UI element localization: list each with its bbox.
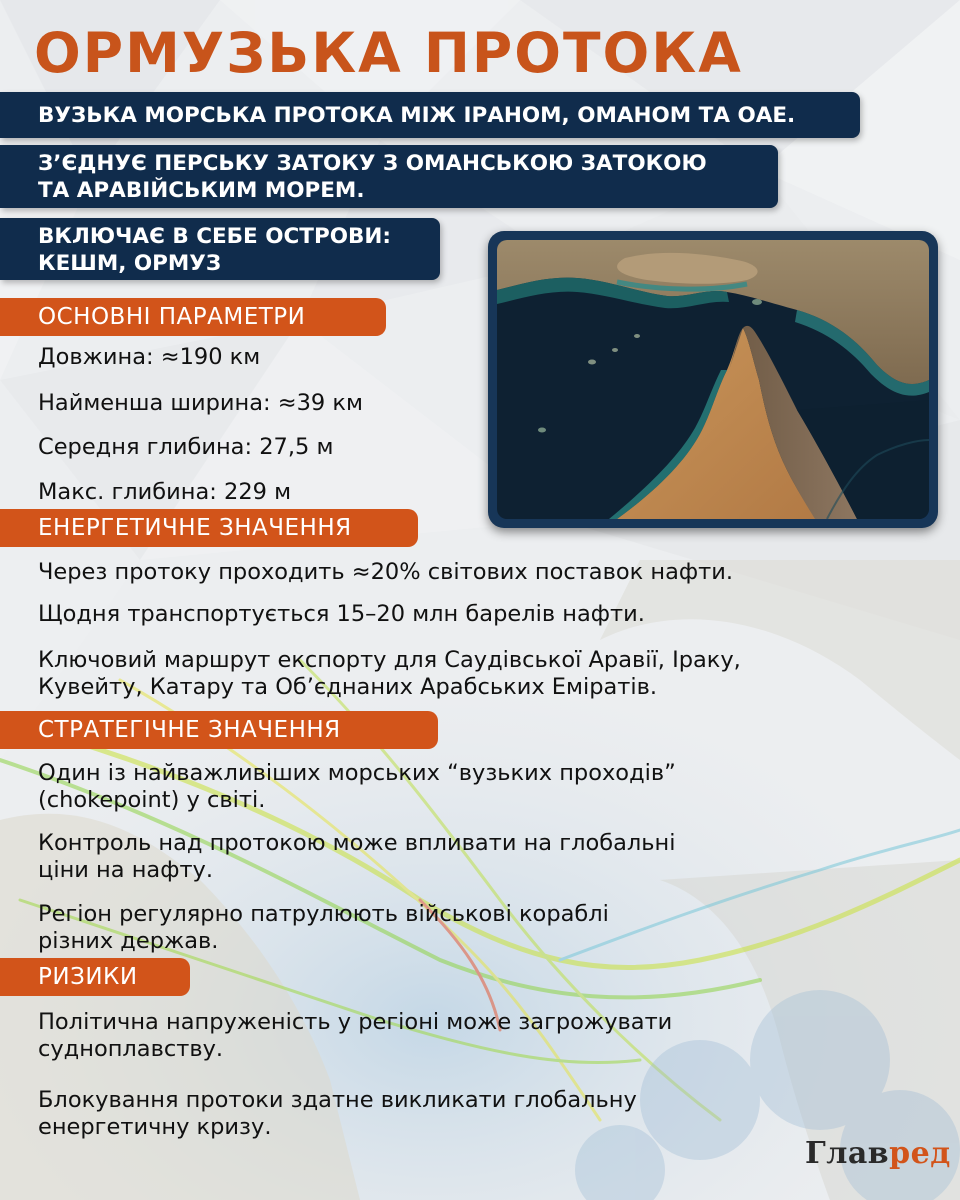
strategic-item-line: Один із найважливіших морських “вузьких проходів” — [38, 760, 676, 786]
energy-item: Щодня транспортується 15–20 млн барелів нафти. — [38, 601, 645, 627]
intro-banner-1 — [0, 92, 860, 138]
satellite-image — [488, 231, 938, 528]
page-title: ОРМУЗЬКА ПРОТОКА — [34, 21, 743, 85]
parameter-item: Довжина: ≈190 км — [38, 344, 261, 370]
brand-logo-part2: ред — [889, 1136, 951, 1171]
risk-item — [38, 1087, 637, 1141]
strategic-item — [38, 830, 675, 884]
intro-banner-3 — [0, 218, 440, 280]
strategic-item-line: різних держав. — [38, 928, 219, 954]
parameter-item: Середня глибина: 27,5 м — [38, 434, 334, 460]
section-heading-strategic: СТРАТЕГІЧНЕ ЗНАЧЕННЯ — [0, 711, 438, 749]
brand-logo-part1: Глав — [805, 1136, 890, 1171]
strategic-item-line: Регіон регулярно патрулюють військові кораблі — [38, 901, 609, 927]
risk-item-line: Блокування протоки здатне викликати глобальну — [38, 1087, 637, 1113]
strategic-item — [38, 901, 609, 955]
parameter-item: Найменша ширина: ≈39 км — [38, 390, 363, 416]
strategic-item-line: Контроль над протокою може впливати на глобальні — [38, 830, 676, 856]
intro-text: ВКЛЮЧАЄ В СЕБЕ ОСТРОВИ: — [38, 224, 391, 249]
intro-text: З’ЄДНУЄ ПЕРСЬКУ ЗАТОКУ З ОМАНСЬКОЮ ЗАТОКОЮ — [38, 151, 707, 176]
brand-logo[interactable] — [805, 1136, 951, 1171]
intro-text: КЕШМ, ОРМУЗ — [38, 251, 222, 276]
risk-item-line: судноплавству. — [38, 1036, 224, 1062]
risk-item — [38, 1009, 672, 1063]
energy-item — [38, 647, 741, 701]
section-heading-parameters: ОСНОВНІ ПАРАМЕТРИ — [0, 298, 386, 336]
risk-item-line: Політична напруженість у регіоні може загрожувати — [38, 1009, 673, 1035]
energy-item-line: Ключовий маршрут експорту для Саудівської Аравії, Іраку, — [38, 647, 741, 673]
parameter-item: Макс. глибина: 229 м — [38, 479, 292, 505]
risk-item-line: енергетичну кризу. — [38, 1114, 272, 1140]
intro-banner-2 — [0, 145, 778, 208]
intro-text: ВУЗЬКА МОРСЬКА ПРОТОКА МІЖ ІРАНОМ, ОМАНОМ ТА ОАЕ. — [38, 103, 796, 128]
intro-text: ТА АРАВІЙСЬКИМ МОРЕМ. — [38, 178, 365, 203]
section-heading-energy: ЕНЕРГЕТИЧНЕ ЗНАЧЕННЯ — [0, 509, 418, 547]
strait-satellite-photo — [497, 240, 929, 519]
section-heading-risks: РИЗИКИ — [0, 958, 190, 996]
strategic-item — [38, 760, 676, 814]
energy-item: Через протоку проходить ≈20% світових поставок нафти. — [38, 559, 733, 585]
strategic-item-line: ціни на нафту. — [38, 857, 214, 883]
strategic-item-line: (chokepoint) у світі. — [38, 787, 266, 813]
energy-item-line: Кувейту, Катару та Об’єднаних Арабських Еміратів. — [38, 674, 658, 700]
